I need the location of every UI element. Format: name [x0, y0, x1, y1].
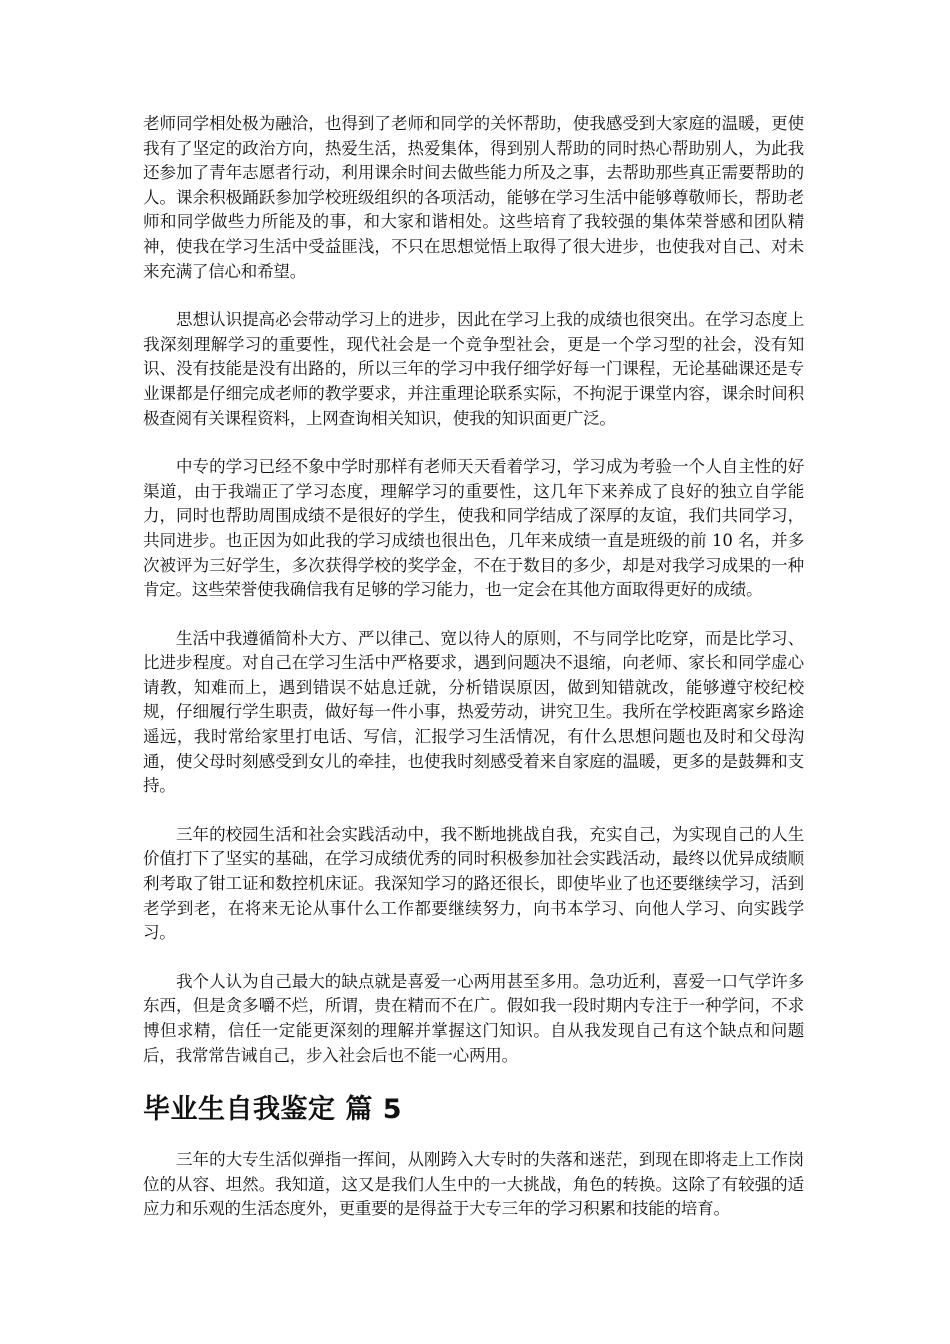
section-heading: 毕业生自我鉴定 篇 5	[143, 1094, 403, 1126]
paragraph-4: 生活中我遵循简朴大方、严以律己、宽以待人的原则，不与同学比吃穿，而是比学习、比进步程度。对自己在学习生活中严格要求，遇到问题决不退缩，向老师、家长和同学虚心请教，知难而上，遇到错误不姑息迁就，分析错误原因，做到知错就改，能够遵守校纪校规，仔细履行学生职责，做好每一件小事，热爱劳动，讲究卫生。我所在学校距离家乡路途遥远，我时常给家里打电话、写信，汇报学习生活情况，有什么思想问题也及时和父母沟通，使父母时刻感受到女儿的牵挂，也使我时刻感受着来自家庭的温暖，更多的是鼓舞和支持。	[143, 628, 804, 796]
paragraph-2: 思想认识提高必会带动学习上的进步，因此在学习上我的成绩也很突出。在学习态度上我深刻理解学习的重要性，现代社会是一个竞争型社会，更是一个学习型的社会，没有知识、没有技能是没有出路的，所以三年的学习中我仔细学好每一门课程，无论基础课还是专业课都是仔细完成老师的教学要求，并注重理论联系实际，不拘泥于课堂内容，课余时间积极查阅有关课程资料，上网查询相关知识，使我的知识面更广泛。	[143, 310, 804, 428]
paragraph-7: 三年的大专生活似弹指一挥间，从刚跨入大专时的失落和迷茫，到现在即将走上工作岗位的从容、坦然。我知道，这又是我们人生中的一大挑战，角色的转换。这除了有较强的适应力和乐观的生活态度外，更重要的是得益于大专三年的学习积累和技能的培育。	[143, 1150, 804, 1219]
document-page	[143, 112, 804, 1246]
paragraph-3: 中专的学习已经不象中学时那样有老师天天看着学习，学习成为考验一个人自主性的好渠道，由于我端正了学习态度，理解学习的重要性，这几年下来养成了良好的独立自学能力，同时也帮助周围成绩不是很好的学生，使我和同学结成了深厚的友谊，我们共同学习，共同进步。也正因为如此我的学习成绩也很出色，几年来成绩一直是班级的前 10 名，并多次被评为三好学生，多次获得学校的奖学金，不在于数目的多少，却是对我学习成果的一种肯定。这些荣誉使我确信我有足够的学习能力，也一定会在其他方面取得更好的成绩。	[143, 457, 804, 600]
paragraph-6: 我个人认为自己最大的缺点就是喜爱一心两用甚至多用。急功近利，喜爱一口气学许多东西，但是贪多嚼不烂，所谓，贵在精而不在广。假如我一段时期内专注于一种学问，不求博但求精，信任一定能更深刻的理解并掌握这门知识。自从我发现自己有这个缺点和问题后，我常常告诫自己，步入社会后也不能一心两用。	[143, 971, 804, 1065]
paragraph-1: 老师同学相处极为融洽，也得到了老师和同学的关怀帮助，使我感受到大家庭的温暖，更使我有了坚定的政治方向，热爱生活，热爱集体，得到别人帮助的同时热心帮助别人，为此我还参加了青年志愿者行动，利用课余时间去做些能力所及之事，去帮助那些真正需要帮助的人。课余积极踊跃参加学校班级组织的各项活动，能够在学习生活中能够尊敬师长，帮助老师和同学做些力所能及的事，和大家和谐相处。这些培育了我较强的集体荣誉感和团队精神，使我在学习生活中受益匪浅，不只在思想觉悟上取得了很大进步，也使我对自己、对未来充满了信心和希望。	[143, 114, 804, 281]
paragraph-5: 三年的校园生活和社会实践活动中，我不断地挑战自我，充实自己，为实现自己的人生价值打下了坚实的基础，在学习成绩优秀的同时积极参加社会实践活动，最终以优异成绩顺利考取了钳工证和数控机床证。我深知学习的路还很长，即使毕业了也还要继续学习，活到老学到老，在将来无论从事什么工作都要继续努力，向书本学习、向他人学习、向实践学习。	[143, 824, 804, 943]
